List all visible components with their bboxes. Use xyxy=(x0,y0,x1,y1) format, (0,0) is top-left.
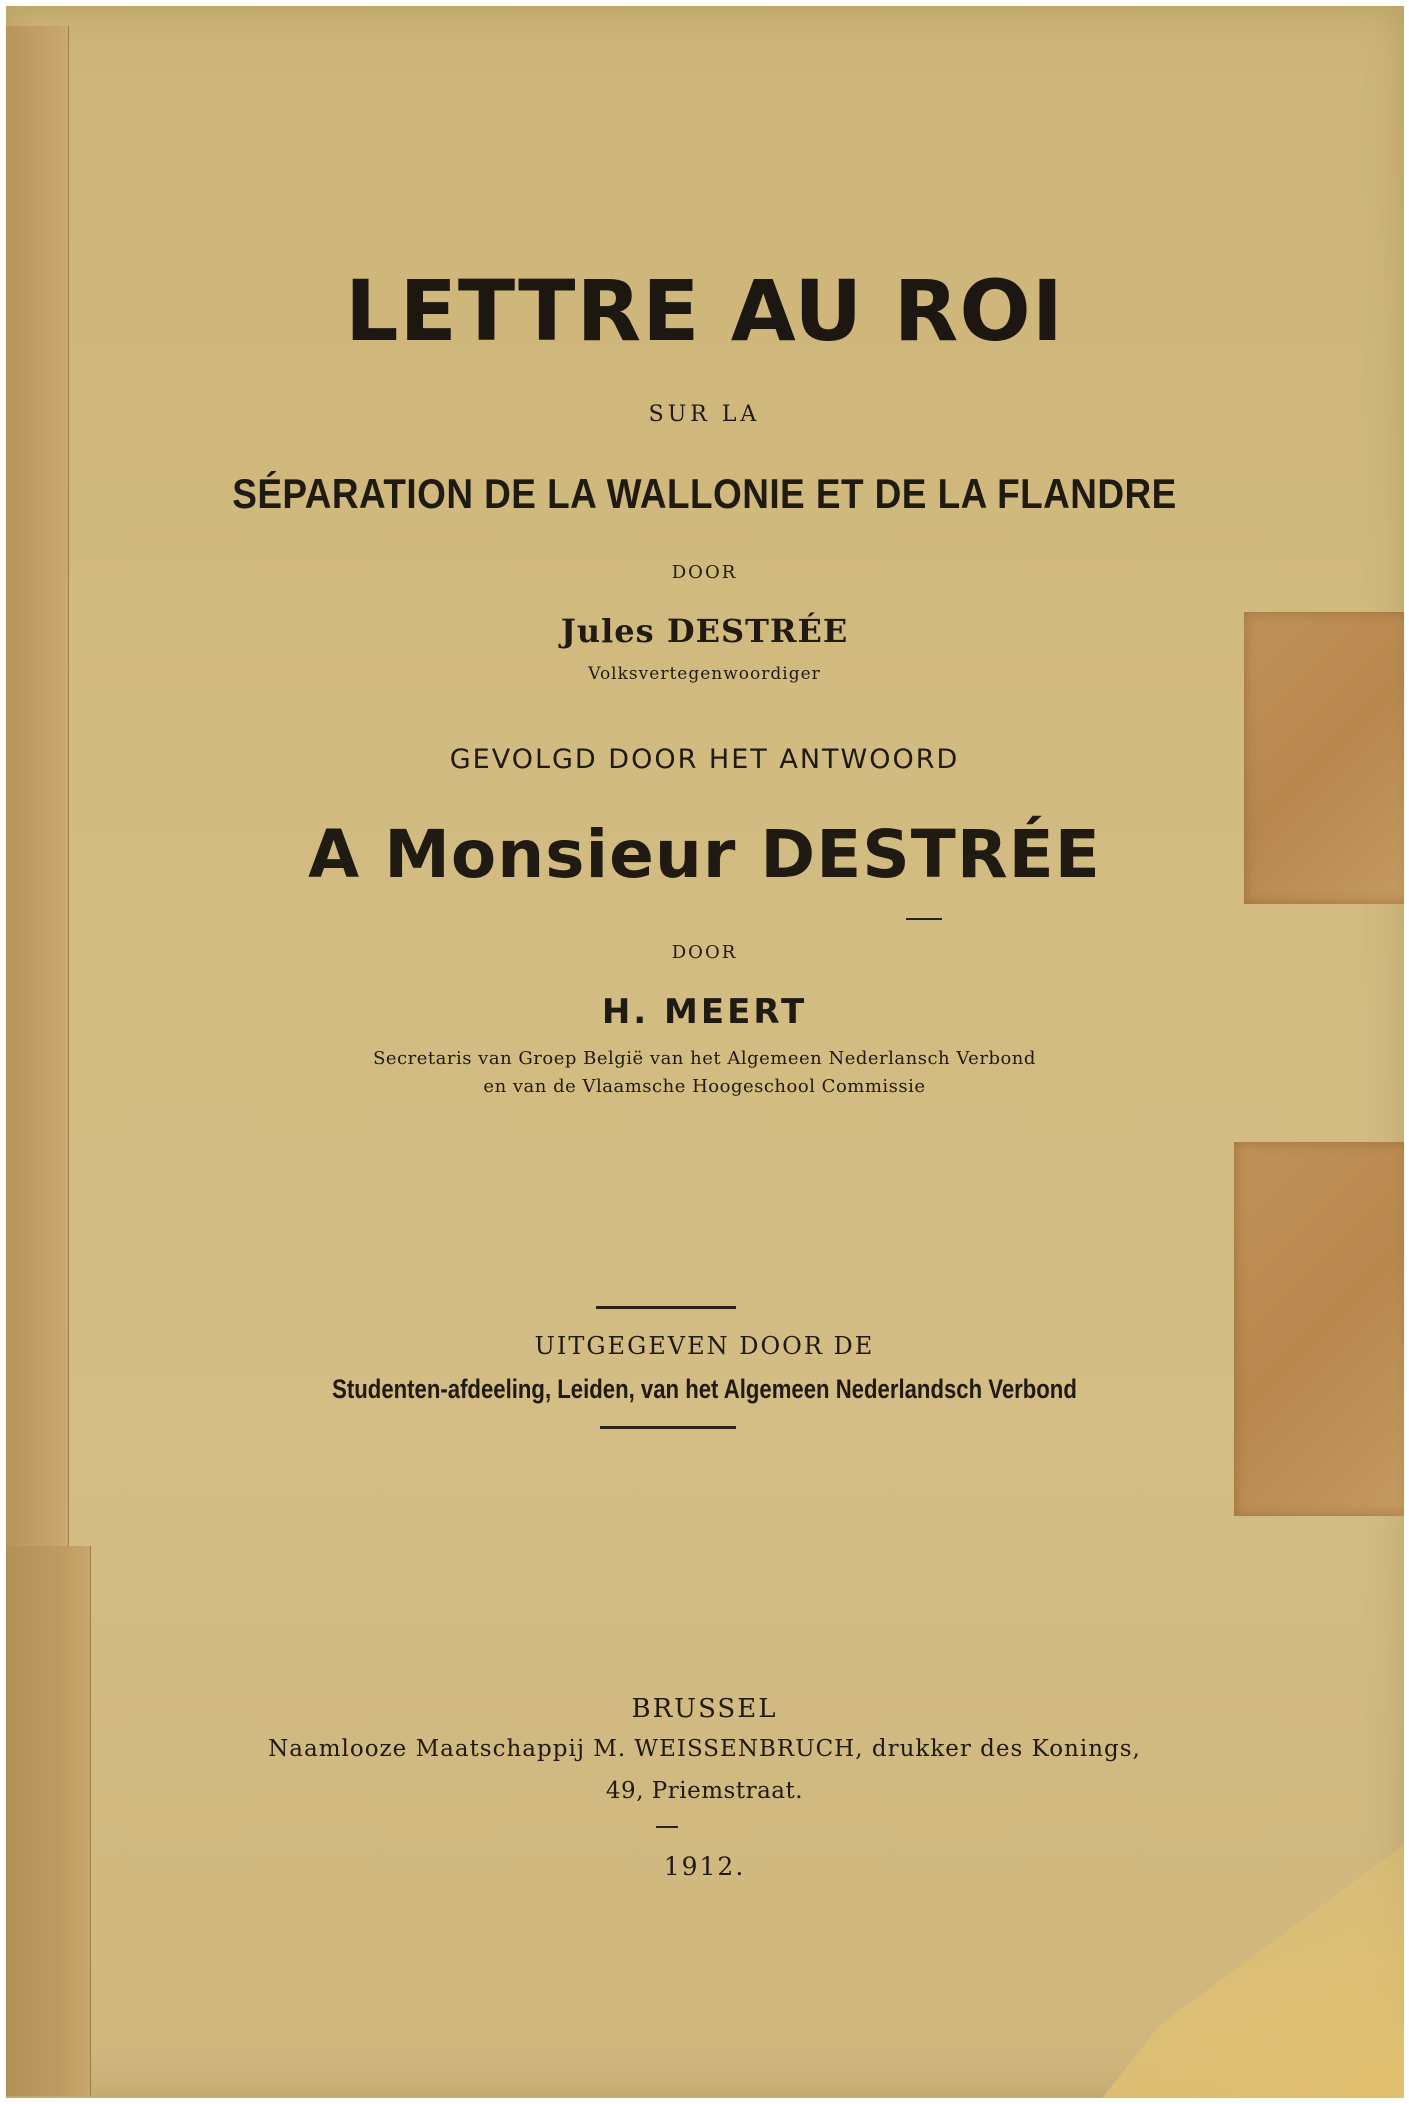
author-role-2-line1: Secretaris van Groep België van het Algemeen Nederlansch Verbond xyxy=(373,1048,1036,1069)
door-label-2: DOOR xyxy=(671,942,738,963)
publisher-name: Studenten-afdeeling, Leiden, van het Algemeen Nederlandsch Verbond xyxy=(332,1374,1077,1404)
author-role-2-line2: en van de Vlaamsche Hoogeschool Commissie xyxy=(483,1076,926,1097)
imprint-address: 49, Priemstraat. xyxy=(605,1778,804,1804)
subject-title: SÉPARATION DE LA WALLONIE ET DE LA FLANDRE xyxy=(232,470,1177,517)
divider-lower xyxy=(600,1426,736,1429)
imprint-city: BRUSSEL xyxy=(631,1694,778,1724)
answer-title: A Monsieur DESTRÉE xyxy=(308,816,1101,893)
imprint-printer: Naamlooze Maatschappij M. WEISSENBRUCH, drukker des Konings, xyxy=(268,1736,1141,1762)
main-title: LETTRE AU ROI xyxy=(345,262,1064,360)
author-name-2: H. MEERT xyxy=(601,992,808,1032)
divider-dash xyxy=(656,1826,678,1828)
author-name-1: Jules DESTRÉE xyxy=(560,612,849,650)
author-role-1: Volksvertegenwoordiger xyxy=(588,664,821,684)
divider-short xyxy=(906,918,942,920)
door-label-1: DOOR xyxy=(671,562,738,583)
divider-upper xyxy=(596,1306,736,1309)
imprint-year: 1912. xyxy=(663,1852,746,1881)
published-by-text: UITGEGEVEN DOOR DE xyxy=(534,1332,875,1360)
subtitle-sur-la: SUR LA xyxy=(648,402,761,427)
followed-by-text: GEVOLGD DOOR HET ANTWOORD xyxy=(449,744,960,775)
